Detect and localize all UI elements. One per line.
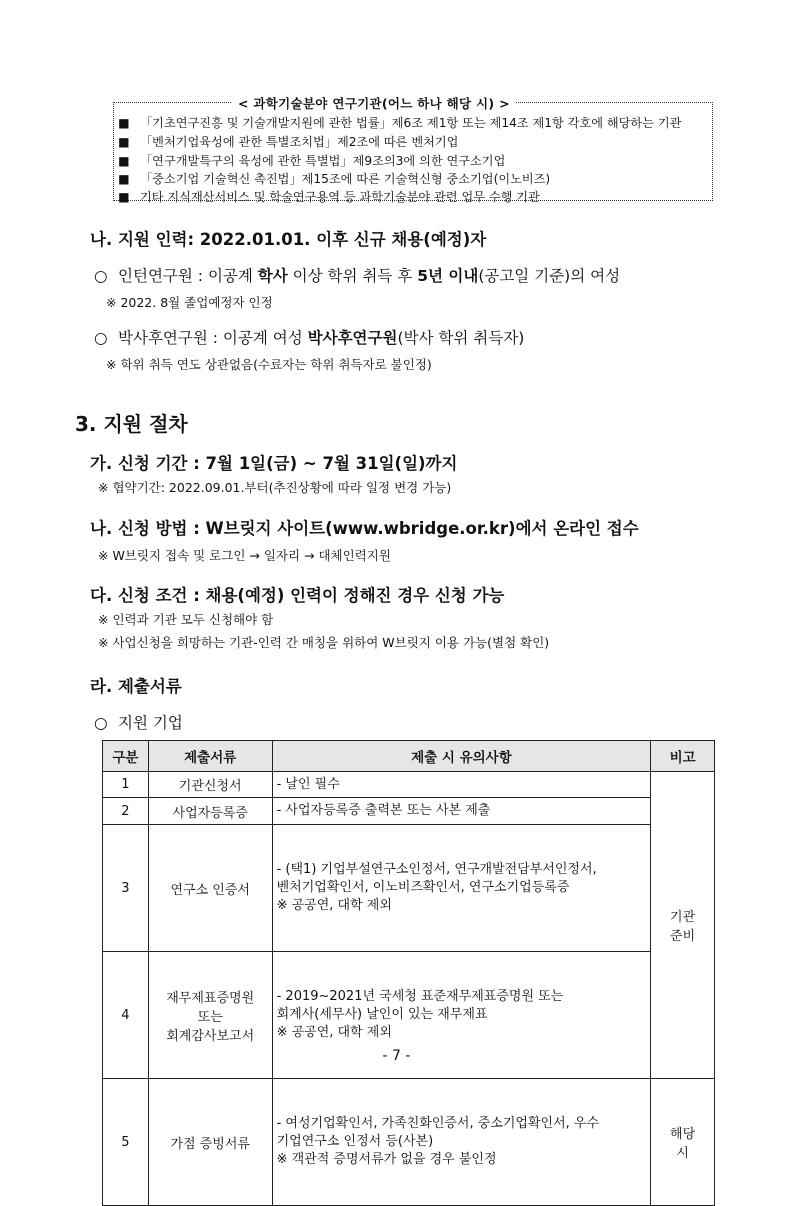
row-number: 4 — [103, 952, 149, 1079]
box-list-item: ■ 「연구개발특구의 육성에 관한 특별법」제9조의3에 의한 연구소기업 — [118, 154, 506, 168]
box-list-item: ■ 「벤처기업육성에 관한 특별조치법」제2조에 따른 벤처기업 — [118, 135, 459, 149]
section-heading-personnel: 나. 지원 인력: 2022.01.01. 이후 신규 채용(예정)자 — [90, 230, 487, 249]
row-number: 3 — [103, 825, 149, 952]
document-notes: - 사업자등록증 출력본 또는 사본 제출 — [272, 798, 651, 825]
remark-cell: 기관 준비 — [651, 772, 715, 1079]
application-condition-note-1: ※ 인력과 기관 모두 신청해야 함 — [98, 612, 274, 627]
intern-note: ※ 2022. 8월 졸업예정자 인정 — [106, 295, 273, 310]
header-document: 제출서류 — [148, 741, 272, 772]
application-method-note: ※ W브릿지 접속 및 로그인 → 일자리 → 대체인력지원 — [98, 548, 391, 563]
supported-company-label: ○ 지원 기업 — [94, 714, 183, 732]
required-documents-heading: 라. 제출서류 — [90, 677, 182, 696]
application-condition-heading: 다. 신청 조건 : 채용(예정) 인력이 정해진 경우 신청 가능 — [90, 586, 505, 605]
table-row — [103, 825, 715, 952]
document-name: 연구소 인증서 — [148, 825, 272, 952]
document-name: 재무제표증명원 또는 회계감사보고서 — [148, 952, 272, 1079]
document-notes: - 여성기업확인서, 가족친화인증서, 중소기업확인서, 우수 기업연구소 인정서 등(사본) ※ 객관적 증명서류가 없을 경우 불인정 — [272, 1079, 651, 1206]
table-header-row — [103, 741, 715, 772]
document-notes: - (택1) 기업부설연구소인정서, 연구개발전담부서인정서, 벤처기업확인서, 이노비즈확인서, 연구소기업등록증 ※ 공공연, 대학 제외 — [272, 825, 651, 952]
postdoc-note: ※ 학위 취득 연도 상관없음(수료자는 학위 취득자로 불인정) — [106, 357, 432, 372]
box-list-item: ■ 기타 지식재산서비스 및 학술연구용역 등 과학기술분야 관련 업무 수행 기관 — [118, 190, 540, 204]
application-method-heading: 나. 신청 방법 : W브릿지 사이트(www.wbridge.or.kr)에서 온라인 접수 — [90, 519, 639, 538]
box-list-item: ■ 「중소기업 기술혁신 촉진법」제15조에 따른 기술혁신형 중소기업(이노비즈) — [118, 172, 551, 186]
research-institution-box-title: < 과학기술분야 연구기관(어느 하나 해당 시) > — [232, 94, 516, 112]
document-notes: - 날인 필수 — [272, 772, 651, 798]
table-row — [103, 772, 715, 798]
application-condition-note-2: ※ 사업신청을 희망하는 기관-인력 간 매칭을 위하여 W브릿지 이용 가능(별첨 확인) — [98, 635, 550, 650]
document-name: 가점 증빙서류 — [148, 1079, 272, 1206]
header-notes: 제출 시 유의사항 — [272, 741, 651, 772]
intern-researcher-line: ○ 인턴연구원 : 이공계 학사 이상 학위 취득 후 5년 이내(공고일 기준)의 여성 — [94, 267, 621, 285]
section-heading-procedure: 3. 지원 절차 — [75, 412, 188, 436]
application-period-note: ※ 협약기간: 2022.09.01.부터(추진상황에 따라 일정 변경 가능) — [98, 480, 452, 495]
row-number: 5 — [103, 1079, 149, 1206]
document-name: 사업자등록증 — [148, 798, 272, 825]
remark-cell: 해당 시 — [651, 1079, 715, 1206]
table-row — [103, 1079, 715, 1206]
application-period-heading: 가. 신청 기간 : 7월 1일(금) ~ 7월 31일(일)까지 — [90, 454, 458, 473]
row-number: 1 — [103, 772, 149, 798]
box-list-item: ■ 「기초연구진흥 및 기술개발지원에 관한 법률」제6조 제1항 또는 제14조 제1항 각호에 해당하는 기관 — [118, 116, 682, 130]
header-remark: 비고 — [651, 741, 715, 772]
row-number: 2 — [103, 798, 149, 825]
required-documents-table — [102, 740, 715, 1206]
document-name: 기관신청서 — [148, 772, 272, 798]
header-category: 구분 — [103, 741, 149, 772]
postdoc-researcher-line: ○ 박사후연구원 : 이공계 여성 박사후연구원(박사 학위 취득자) — [94, 329, 525, 347]
page-number: - 7 - — [382, 1048, 411, 1064]
table-row — [103, 798, 715, 825]
document-notes: - 2019~2021년 국세청 표준재무제표증명원 또는 회계사(세무사) 날인이 있는 재무제표 ※ 공공연, 대학 제외 — [272, 952, 651, 1079]
